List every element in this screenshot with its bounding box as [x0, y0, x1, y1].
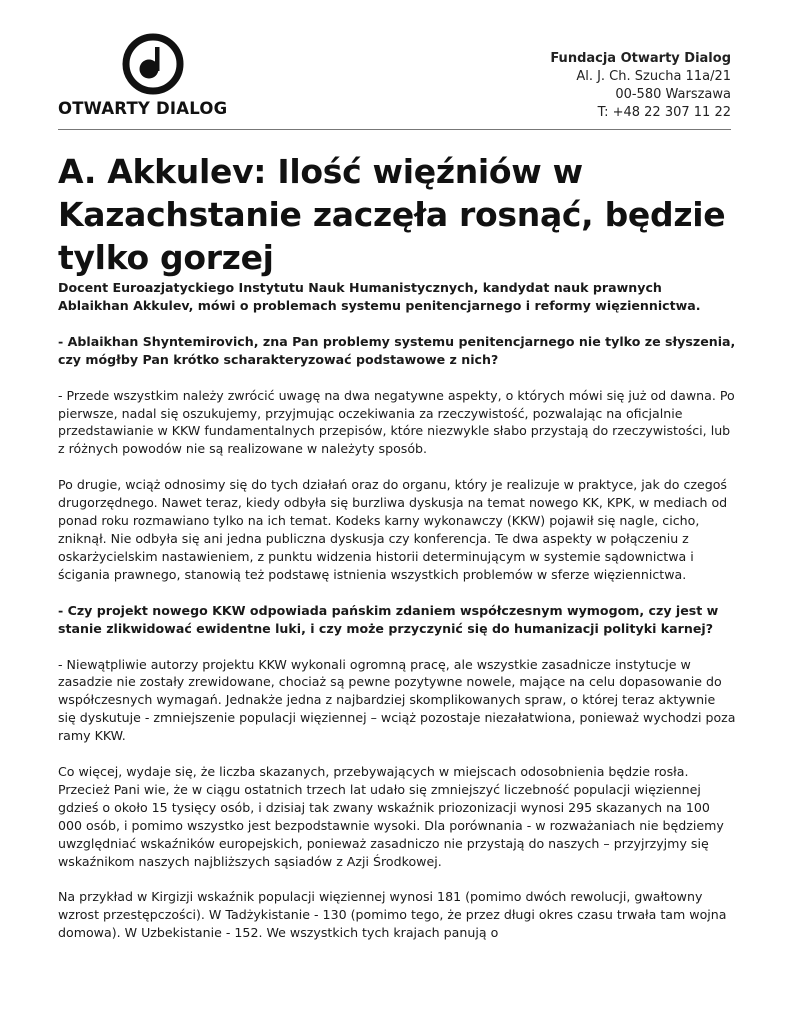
question-2: - Czy projekt nowego KKW odpowiada pańskim zdaniem współczesnym wymogom, czy jest w stanie zlikwidować ewidentne luki, i czy może przyczynić się do humanizacji polityki karnej? [58, 602, 719, 636]
circle-note-icon [122, 33, 184, 95]
answer-1-paragraph-1: - Przede wszystkim należy zwrócić uwagę na dwa negatywne aspekty, o których mówi się już od dawna. Po pierwsze, nadal się oszukujemy, przyjmując oczekiwania za rzeczywistość, pozwalając na oficjalnie przedstawianie w KKW fundamentalnych przepisów, które niezwykle słabo przystają do rzeczywistości, lub z różnych powodów nie są realizowane w należyty sposób. [58, 387, 735, 457]
logo-text: OTWARTY DIALOG [58, 99, 228, 118]
address-city: 00-580 Warszawa [615, 87, 731, 102]
answer-2-paragraph-2: Co więcej, wydaje się, że liczba skazanych, przebywających w miejscach odosobnienia będzie rosła. Przecież Pani wie, że w ciągu ostatnich trzech lat udało się zmniejszyć liczebność populacji więziennej gdzieś o około 15 tysięcy osób, i dzisiaj tak zwany wskaźnik priozonizacji wynosi 295 skazanych na 100 000 osób, i pomimo wszystko jest bezpodstawnie wysoki. Dla porównania - w rozważaniach nie będziemy uwzględniać wskaźników europejskich, ponieważ zasadniczo nie przystają do naszych – przyjrzyjmy się wskaźnikom naszych najbliższych sąsiadów z Azji Środkowej. [58, 764, 724, 869]
answer-2-paragraph-3: Na przykład w Kirgizji wskaźnik populacji więziennej wynosi 181 (pomimo dwóch rewolucji, gwałtowny wzrost przestępczości). W Tadżykistanie - 130 (pomimo tego, że przez długi okres czasu trwała tam wojna domowa). W Uzbekistanie - 152. We wszystkich tych krajach panują o [58, 889, 727, 941]
question-1: - Ablaikhan Shyntemirovich, zna Pan problemy systemu penitencjarnego nie tylko ze słyszenia, czy mógłby Pan krótko scharakteryzować podstawowe z nich? [58, 333, 736, 367]
article-lead: Docent Euroazjatyckiego Instytutu Nauk Humanistycznych, kandydat nauk prawnych Ablaikhan Akkulev, mówi o problemach systemu penitencjarnego i reformy więziennictwa. [58, 280, 701, 313]
address-street: Al. J. Ch. Szucha 11a/21 [576, 69, 731, 84]
answer-1-paragraph-2: Po drugie, wciąż odnosimy się do tych działań oraz do organu, który je realizuje w praktyce, jak do czegoś drugorzędnego. Nawet teraz, kiedy odbyła się burzliwa dyskusja na temat nowego KK, KPK, w mediach od ponad roku rozmawiano tylko na ich temat. Kodeks karny wykonawczy (KKW) pojawił się nagle, cicho, zniknął. Nie odbyła się ani jedna publiczna dyskusja czy konferencja. Te dwa aspekty w połączeniu z oskarżycielskim nastawieniem, z punktu widzenia historii determinującym w systemie sądownictwa i ścigania prawnego, stanowią też podstawę istnienia wszystkich problemów w sferze więziennictwa. [58, 477, 728, 582]
article-title: A. Akkulev: Ilość więźniów w Kazachstanie zaczęła rosnąć, będzie tylko gorzej [58, 152, 726, 277]
article-body [58, 279, 736, 960]
header-divider [58, 129, 731, 130]
organization-address [550, 50, 731, 122]
phone-number: T: +48 22 307 11 22 [597, 105, 731, 120]
answer-2-paragraph-1: - Niewątpliwie autorzy projektu KKW wykonali ogromną pracę, ale wszystkie zasadnicze instytucje w zasadzie nie zostały zrewidowane, chociaż są pewne pozytywne nowele, mające na celu dopasowanie do współczesnych wymagań. Jednakże jedna z najbardziej skomplikowanych spraw, o której teraz aktywnie się dyskutuje - zmniejszenie populacji więziennej – wciąż pozostaje niezałatwiona, ponieważ wychodzi poza ramy KKW. [58, 656, 736, 744]
organization-name: Fundacja Otwarty Dialog [550, 51, 731, 66]
logo [58, 33, 248, 123]
